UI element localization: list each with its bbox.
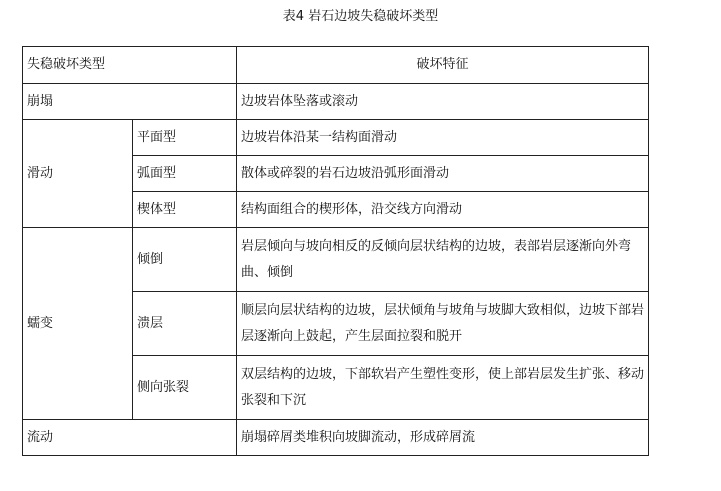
feature-cell: 顺层向层状结构的边坡，层状倾角与坡角与坡脚大致相似，边坡下部岩层逐渐向上鼓起，产生层面拉裂和脱开 (237, 292, 649, 356)
category-flow: 流动 (23, 420, 237, 456)
category-sliding: 滑动 (23, 120, 133, 228)
subtype-cell: 侧向张裂 (133, 356, 237, 420)
feature-cell: 崩塌碎屑类堆积向坡脚流动，形成碎屑流 (237, 420, 649, 456)
category-creep: 蠕变 (23, 228, 133, 420)
subtype-cell: 平面型 (133, 120, 237, 156)
failure-types-table (22, 46, 649, 456)
feature-cell: 边坡岩体沿某一结构面滑动 (237, 120, 649, 156)
table-row (23, 84, 649, 120)
feature-cell: 结构面组合的楔形体，沿交线方向滑动 (237, 192, 649, 228)
category-collapse: 崩塌 (23, 84, 237, 120)
header-failure-feature: 破坏特征 (237, 47, 649, 84)
subtype-cell: 楔体型 (133, 192, 237, 228)
table-row (23, 420, 649, 456)
feature-cell: 岩层倾向与坡向相反的反倾向层状结构的边坡，表部岩层逐渐向外弯曲、倾倒 (237, 228, 649, 292)
subtype-cell: 弧面型 (133, 156, 237, 192)
feature-cell: 双层结构的边坡，下部软岩产生塑性变形，使上部岩层发生扩张、移动张裂和下沉 (237, 356, 649, 420)
table-header-row (23, 47, 649, 84)
feature-cell: 散体或碎裂的岩石边坡沿弧形面滑动 (237, 156, 649, 192)
table-row (23, 228, 649, 292)
subtype-cell: 溃层 (133, 292, 237, 356)
subtype-cell: 倾倒 (133, 228, 237, 292)
header-failure-type: 失稳破坏类型 (23, 47, 237, 84)
feature-cell: 边坡岩体坠落或滚动 (237, 84, 649, 120)
table-row (23, 120, 649, 156)
table-caption: 表4 岩石边坡失稳破坏类型 (282, 9, 439, 24)
